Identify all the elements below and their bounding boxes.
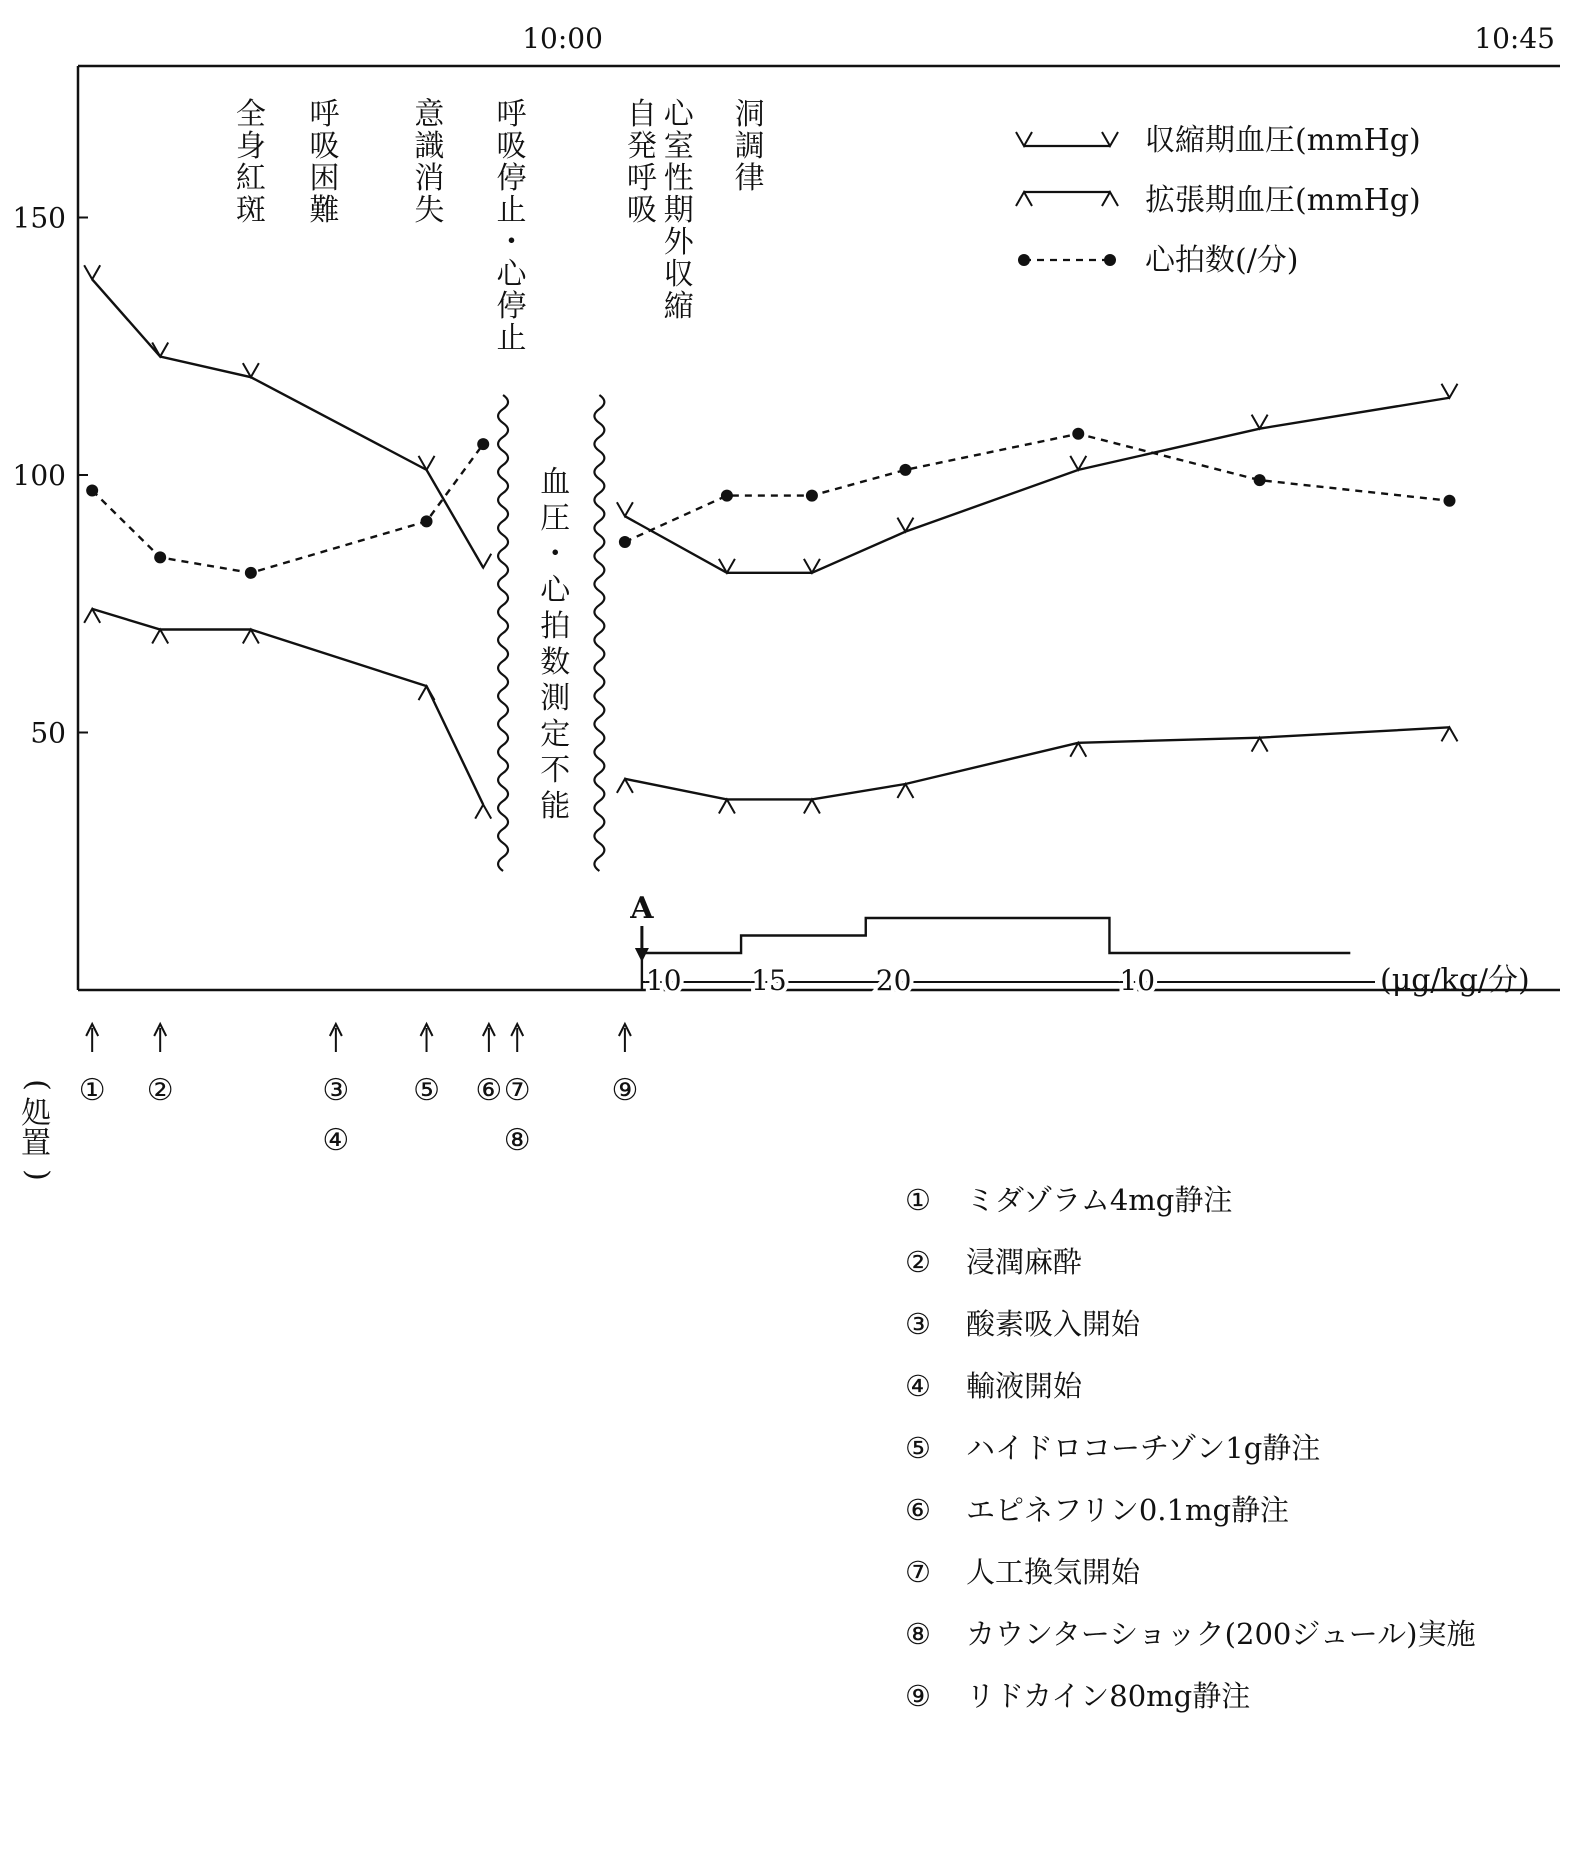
- y-tick-label: 150: [12, 201, 66, 235]
- event-label-char: 失: [414, 193, 445, 228]
- event-label-char: 識: [414, 129, 445, 164]
- event-label: [627, 97, 657, 228]
- hr-point: [245, 567, 257, 579]
- note-text: 輸液開始: [966, 1369, 1083, 1403]
- event-label-char: 停: [496, 289, 527, 324]
- note-number: ③: [905, 1307, 931, 1341]
- event-label: [664, 97, 695, 324]
- infusion-step-label: 10: [1119, 964, 1156, 997]
- time-label: 10:45: [1474, 22, 1555, 55]
- intervention-axis-label-char: 置: [21, 1126, 51, 1161]
- event-label-char: 自: [626, 97, 657, 132]
- systolic-point: [1441, 384, 1457, 398]
- event-label-char: 洞: [734, 97, 765, 132]
- note-text: エピネフリン0.1mg静注: [966, 1493, 1290, 1527]
- y-tick-label: 50: [30, 716, 66, 750]
- note-text: ハイドロコーチゾン1g静注: [966, 1431, 1321, 1465]
- gap-label-char: 数: [540, 645, 571, 680]
- event-label-char: 吸: [496, 129, 527, 164]
- intervention-mark: ⑦: [503, 1073, 531, 1108]
- gap-label-char: 不: [540, 753, 571, 788]
- gap-label-char: 能: [540, 789, 571, 824]
- gap-label-char: ・: [540, 537, 571, 572]
- intervention-axis-label-char: ): [20, 1169, 55, 1181]
- y-tick-label: 100: [12, 459, 66, 492]
- note-number: ④: [905, 1369, 931, 1403]
- infusion-marker-label: A: [630, 891, 654, 926]
- event-label-char: 心: [496, 257, 527, 292]
- legend-label: 心拍数(/分): [1145, 243, 1299, 278]
- note-text: 酸素吸入開始: [966, 1307, 1141, 1341]
- legend-systolic-mark: [1016, 132, 1032, 146]
- event-label-char: 呼: [626, 161, 657, 196]
- hr-point: [1443, 495, 1455, 507]
- hr-line: [92, 444, 483, 573]
- infusion-step-line: [642, 918, 1350, 990]
- event-label-char: 停: [496, 161, 527, 196]
- event-label-char: 外: [663, 225, 694, 260]
- diastolic-line: [625, 727, 1450, 799]
- note-text: 人工換気開始: [966, 1555, 1141, 1589]
- legend-diastolic-mark: [1102, 192, 1118, 206]
- note-text: ミダゾラム4mg静注: [966, 1183, 1233, 1217]
- note-text: カウンターショック(200ジュール)実施: [966, 1617, 1476, 1651]
- legend-diastolic-mark: [1016, 192, 1032, 206]
- event-label-char: 発: [626, 129, 657, 164]
- time-label: 10:00: [522, 22, 603, 55]
- event-label-char: 呼: [496, 97, 527, 132]
- diastolic-point: [475, 805, 491, 819]
- hr-point: [806, 490, 818, 502]
- diastolic-point: [152, 630, 168, 644]
- intervention-axis-label: [20, 1079, 55, 1181]
- event-label-char: 意: [414, 97, 445, 132]
- intervention-mark: ②: [146, 1073, 174, 1108]
- event-label-char: 止: [496, 321, 527, 356]
- infusion-step-label: 15: [751, 964, 787, 997]
- event-label-char: 調: [734, 129, 765, 164]
- event-label-char: 吸: [626, 193, 657, 228]
- note-number: ⑨: [905, 1679, 931, 1713]
- event-label-char: 律: [734, 161, 765, 196]
- gap-label: [540, 465, 571, 824]
- legend-hr-mark: [1104, 254, 1116, 266]
- event-label-char: 難: [309, 193, 340, 228]
- gap-label-char: 血: [540, 465, 571, 500]
- intervention-mark: ⑧: [503, 1123, 531, 1158]
- hr-point: [86, 484, 98, 496]
- event-label-char: ・: [496, 225, 527, 260]
- event-label-char: 全: [235, 97, 266, 132]
- infusion-unit: (μg/kg/分): [1380, 963, 1530, 998]
- note-number: ②: [905, 1245, 931, 1279]
- event-label: [497, 97, 528, 356]
- note-number: ⑥: [905, 1493, 931, 1527]
- gap-label-char: 定: [540, 717, 571, 752]
- note-number: ⑦: [905, 1555, 931, 1589]
- event-label-char: 消: [414, 161, 445, 196]
- diastolic-point: [1252, 738, 1268, 752]
- gap-wave-left: [498, 395, 508, 871]
- note-number: ①: [905, 1183, 931, 1217]
- intervention-axis-label-char: (: [20, 1079, 55, 1091]
- event-label-char: 性: [663, 161, 694, 196]
- gap-label-char: 拍: [540, 609, 571, 644]
- intervention-mark: ①: [78, 1073, 106, 1108]
- legend-hr-mark: [1018, 254, 1030, 266]
- hr-point: [721, 490, 733, 502]
- event-label-char: 身: [235, 129, 266, 164]
- intervention-mark: ⑨: [611, 1073, 639, 1108]
- event-label: [236, 97, 266, 228]
- hr-point: [619, 536, 631, 548]
- event-label-char: 室: [663, 129, 694, 164]
- systolic-line: [625, 398, 1450, 573]
- hr-point: [1254, 474, 1266, 486]
- intervention-mark: ④: [322, 1123, 350, 1158]
- infusion-arrow-icon: [635, 948, 649, 962]
- infusion-step-label: 20: [875, 964, 912, 997]
- intervention-mark: ③: [322, 1073, 350, 1108]
- systolic-point: [617, 502, 633, 516]
- note-number: ⑧: [905, 1617, 931, 1651]
- legend-label: 収縮期血圧(mmHg): [1145, 123, 1421, 158]
- gap-label-char: 測: [540, 681, 571, 716]
- hr-point: [1072, 428, 1084, 440]
- event-label: [414, 97, 444, 228]
- systolic-point: [84, 265, 100, 279]
- infusion-step-label: 10: [645, 964, 682, 997]
- hr-point: [154, 551, 166, 563]
- event-label-char: 呼: [309, 97, 340, 132]
- gap-label-char: 圧: [540, 501, 571, 536]
- legend-label: 拡張期血圧(mmHg): [1145, 183, 1421, 218]
- intervention-mark: ⑥: [475, 1073, 503, 1108]
- diastolic-point: [804, 799, 820, 813]
- note-text: リドカイン80mg静注: [966, 1679, 1251, 1713]
- event-label-char: 収: [663, 257, 694, 292]
- event-label-char: 斑: [235, 193, 266, 228]
- event-label-char: 吸: [309, 129, 340, 164]
- gap-wave-right: [594, 395, 604, 871]
- event-label-char: 縮: [663, 289, 694, 324]
- intervention-axis-label-char: 処: [21, 1096, 51, 1131]
- note-number: ⑤: [905, 1431, 931, 1465]
- note-text: 浸潤麻酔: [966, 1245, 1083, 1279]
- event-label-char: 困: [309, 161, 340, 196]
- hr-point: [477, 438, 489, 450]
- hr-point: [899, 464, 911, 476]
- event-label: [735, 97, 765, 196]
- gap-label-char: 心: [540, 573, 571, 608]
- hr-line: [625, 434, 1450, 542]
- diastolic-line: [92, 609, 483, 805]
- diastolic-point: [719, 799, 735, 813]
- intervention-mark: ⑤: [413, 1073, 440, 1108]
- event-label: [310, 97, 340, 228]
- event-label-char: 心: [663, 97, 694, 132]
- event-label-char: 止: [496, 193, 527, 228]
- legend-systolic-mark: [1102, 132, 1118, 146]
- event-label-char: 期: [663, 193, 694, 228]
- diastolic-point: [1441, 727, 1457, 741]
- hr-point: [421, 515, 433, 527]
- event-label-char: 紅: [235, 161, 266, 196]
